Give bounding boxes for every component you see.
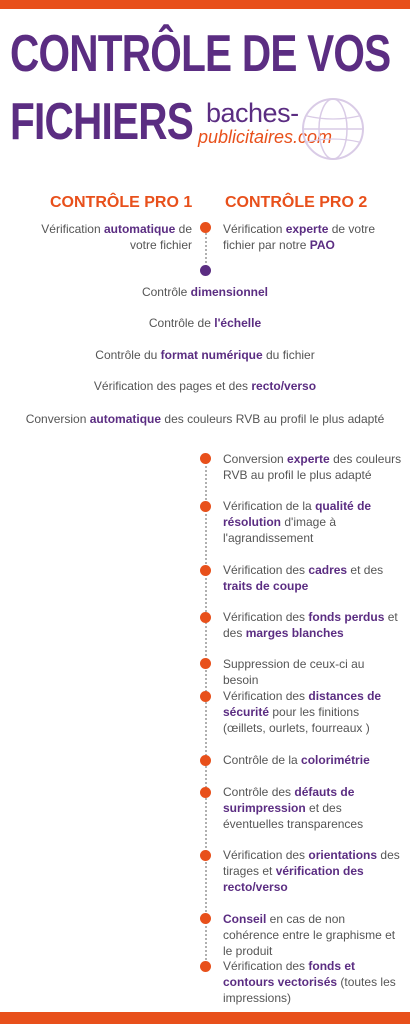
logo-text-line-1: baches-: [206, 98, 299, 128]
shared-item: Contrôle de l'échelle: [148, 316, 262, 330]
column-heading-pro-1: CONTRÔLE PRO 1: [50, 194, 193, 211]
pro2-item: Vérification des fonds perdus et des marges blanches: [223, 610, 398, 640]
pro2-item: Suppression de ceux-ci au besoin: [223, 657, 365, 687]
pro2-item: Conseil en cas de non cohérence entre le graphisme et le produit: [223, 912, 396, 958]
timeline-dot-orange: [200, 691, 211, 702]
top-accent-bar: [0, 0, 410, 9]
timeline-connector: [205, 230, 207, 270]
pro2-item: Vérification de la qualité de résolution d'image à l'agrandissement: [223, 499, 372, 545]
pro2-item: Contrôle de la colorimétrie: [223, 753, 370, 767]
pro1-item: Vérification automatique de votre fichier: [41, 222, 192, 252]
shared-item: Vérification des pages et des recto/verso: [93, 379, 317, 393]
logo-text-line-2: publicitaires.com: [198, 127, 333, 147]
page-title-line-2: FICHIERS: [10, 93, 194, 151]
timeline-connector: [205, 458, 207, 968]
timeline-dot-orange: [200, 961, 211, 972]
timeline-dot-orange: [200, 755, 211, 766]
globe-icon: [300, 96, 366, 162]
column-heading-pro-2: CONTRÔLE PRO 2: [225, 194, 368, 211]
timeline-dot-orange: [200, 658, 211, 669]
timeline-dot-orange: [200, 612, 211, 623]
shared-item: Contrôle du format numérique du fichier: [95, 348, 315, 362]
timeline-dot-orange: [200, 850, 211, 861]
timeline-dot-purple: [200, 265, 211, 276]
pro2-item: Contrôle des défauts de surimpression et des éventuelles transparences: [223, 785, 364, 831]
page-title-line-1: CONTRÔLE DE VOS: [10, 25, 391, 83]
timeline-dot-orange: [200, 565, 211, 576]
pro2-item: Vérification des fonds et contours vectorisés (toutes les impressions): [223, 959, 396, 1005]
bottom-accent-bar: [0, 1012, 410, 1024]
timeline-dot-orange: [200, 453, 211, 464]
timeline-dot-orange: [200, 913, 211, 924]
timeline-dot-orange: [200, 222, 211, 233]
pro2-item: Vérification des cadres et des traits de coupe: [223, 563, 384, 593]
pro2-item: Vérification experte de votre fichier par notre PAO: [223, 222, 376, 252]
shared-item: Contrôle dimensionnel: [141, 285, 269, 299]
pro2-item: Conversion experte des couleurs RVB au profil le plus adapté: [223, 452, 402, 482]
pro2-item: Vérification des distances de sécurité pour les finitions (œillets, ourlets, fourreaux ): [223, 689, 382, 735]
shared-item: Conversion automatique des couleurs RVB au profil le plus adapté: [25, 412, 385, 426]
pro2-item: Vérification des orientations des tirages et vérification des recto/verso: [223, 848, 400, 894]
timeline-dot-orange: [200, 787, 211, 798]
timeline-dot-orange: [200, 501, 211, 512]
